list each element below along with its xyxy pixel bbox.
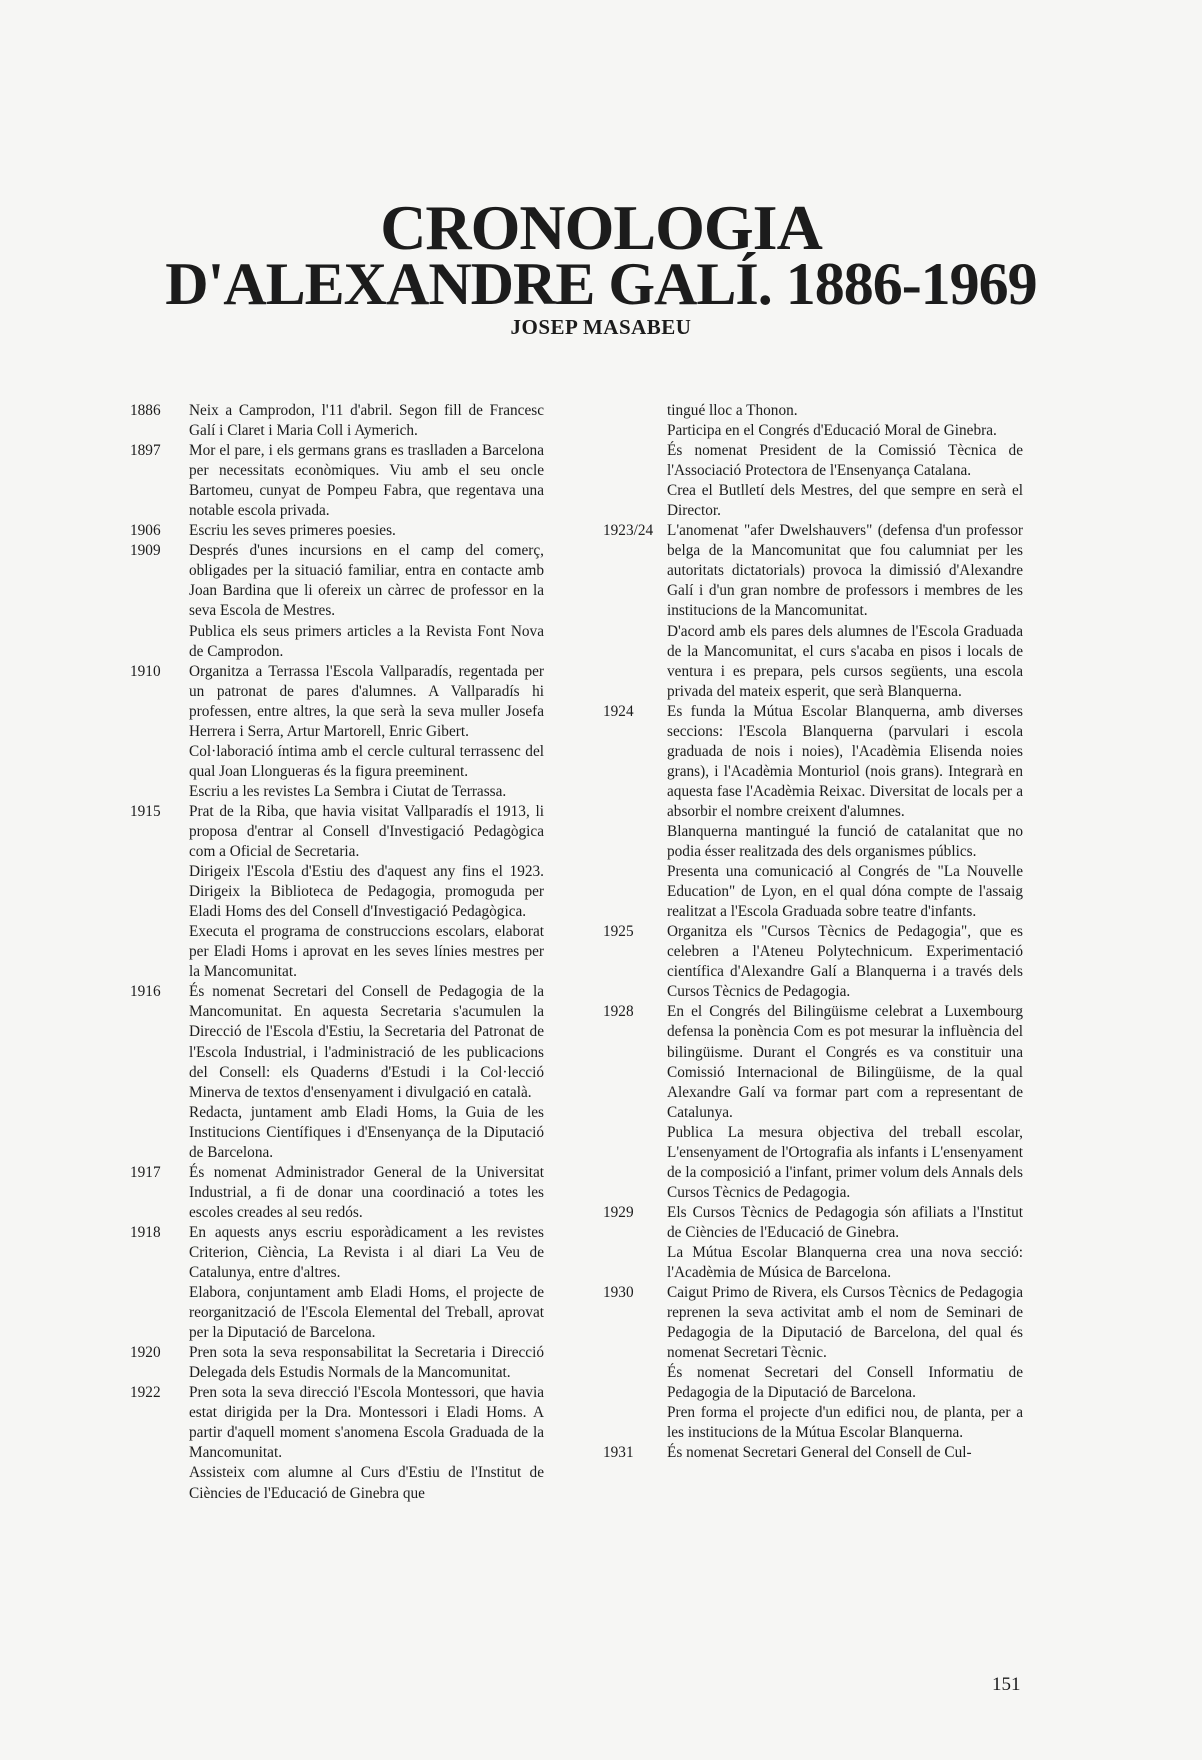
continuation-paragraph: És nomenat President de la Comissió Tècnica de l'Associació Protectora de l'Ensenyança Catalana. [667,442,1023,480]
entry-year: 1931 [603,1444,634,1462]
entry-text [189,662,544,802]
chronology-entry [603,521,1023,701]
entry-paragraph: Executa el programa de construccions escolars, elaborat per Eladi Homs i aprovat en les seves línies mestres per la Mancomunitat. [189,923,544,981]
entry-paragraph: Els Cursos Tècnics de Pedagogia són afiliats a l'Institut de Ciències de l'Educació de Ginebra. [667,1203,1023,1241]
entry-year: 1922 [130,1384,161,1402]
entry-paragraph: D'acord amb els pares dels alumnes de l'Escola Graduada de la Mancomunitat, el curs s'acaba en pisos i locals de ventura i es prepara, pels cursos següents, una escola privada del mateix esperit, que serà Blanquerna. [667,622,1023,700]
entry-year: 1915 [130,802,161,820]
entry-text [667,521,1023,701]
entry-year: 1916 [130,983,161,1001]
entry-text [667,702,1023,923]
chronology-entry [130,1343,544,1383]
continuation-paragraph: Participa en el Congrés d'Educació Moral de Ginebra. [667,422,997,440]
chronology-entry [130,802,544,982]
chronology-right-column [603,401,1023,1463]
entry-year: 1918 [130,1223,161,1241]
entry-text [189,1383,544,1503]
continuation-paragraph: tingué lloc a Thonon. [667,402,798,419]
entry-paragraph: Mor el pare, i els germans grans es traslladen a Barcelona per necessitats econòmiques. Viu amb el seu oncle Bartomeu, cunyat de Pompeu Fabra, que regentava una notable escola privada. [189,442,544,520]
chronology-entry [130,1223,544,1343]
entry-text [189,982,544,1162]
chronology-entry [603,1283,1023,1443]
chronology-entry [603,702,1023,923]
page-title-line1: CRONOLOGIA [380,192,822,263]
chronology-entry [130,541,544,661]
entry-paragraph: Elabora, conjuntament amb Eladi Homs, el projecte de reorganització de l'Escola Elemental del Treball, aprovat per la Diputació de Barcelona. [189,1284,544,1342]
entry-text [189,1163,544,1223]
entry-paragraph: Neix a Camprodon, l'11 d'abril. Segon fill de Francesc Galí i Claret i Maria Coll i Aymerich. [189,402,544,440]
author-name: JOSEP MASABEU [510,315,692,339]
chronology-entry [130,1383,544,1503]
entry-paragraph: En el Congrés del Bilingüisme celebrat a Luxembourg defensa la ponència Com es pot mesurar la influència del bilingüisme. Durant el Congrés es va constituir una Comissió Internacional de Bilingüisme, de la qual Alexandre Galí va formar part com a representant de Catalunya. [667,1003,1023,1121]
entry-paragraph: La Mútua Escolar Blanquerna crea una nova secció: l'Acadèmia de Música de Barcelona. [667,1243,1023,1282]
entry-year: 1925 [603,923,634,941]
entry-paragraph: Després d'unes incursions en el camp del comerç, obligades per la situació familiar, entra en contacte amb Joan Bardina que li ofereix un càrrec de professor en la seva Escola de Mestres. [189,542,544,620]
entry-year: 1929 [603,1203,634,1221]
entry-paragraph: Presenta una comunicació al Congrés de "La Nouvelle Education" de Lyon, en el qual dóna compte de l'assaig realitzat a l'Escola Graduada sobre teatre d'infants. [667,863,1023,921]
page-title-line2: D'ALEXANDRE GALÍ. 1886-1969 [165,251,1037,317]
entry-text [667,1203,1023,1283]
entry-year: 1909 [130,542,161,560]
entry-year: 1906 [130,522,161,540]
entry-paragraph: Assisteix com alumne al Curs d'Estiu de l'Institut de Ciències de l'Educació de Ginebra que [189,1464,544,1502]
entry-paragraph: Escriu a les revistes La Sembra i Ciutat de Terrassa. [189,782,507,800]
entry-year: 1910 [130,662,161,680]
entry-year: 1920 [130,1344,161,1362]
entry-paragraph: Escriu les seves primeres poesies. [189,522,396,540]
entry-text [189,1343,544,1383]
chronology-entry [130,662,544,802]
entry-paragraph: Caigut Primo de Rivera, els Cursos Tècnics de Pedagogia reprenen la seva activitat amb el nom de Seminari de Pedagogia de la Diputació de Barcelona, del qual és nomenat Secretari Tècnic. [667,1284,1023,1362]
entry-paragraph: Blanquerna mantingué la funció de catalanitat que no podia ésser realitzada des dels organismes públics. [667,822,1023,861]
entry-year: 1917 [130,1163,161,1181]
chronology-entry [130,441,544,521]
chronology-entry [603,1203,1023,1283]
entry-text [189,521,544,541]
entry-paragraph: És nomenat Secretari del Consell de Pedagogia de la Mancomunitat. En aquesta Secretaria s'acumulen la Direcció de l'Escola d'Estiu, la Secretaria del Patronat de l'Escola Industrial, i l'administració de les publicacions del Consell: els Quaderns d'Estudi i la Col·lecció Minerva de textos d'ensenyament i divulgació en català. [189,983,544,1101]
entry-paragraph: És nomenat Administrador General de la Universitat Industrial, a fi de donar una coordinació a totes les escoles creades al seu redós. [189,1163,544,1221]
entry-paragraph: És nomenat Secretari del Consell Informatiu de Pedagogia de la Diputació de Barcelona. [667,1364,1023,1402]
entry-text [189,541,544,661]
entry-paragraph: En aquests anys escriu esporàdicament a les revistes Criterion, Ciència, La Revista i al diari La Veu de Catalunya, entre d'altres. [189,1223,544,1282]
entry-paragraph: L'anomenat "afer Dwelshauvers" (defensa d'un professor belga de la Mancomunitat que fou calumniat per les autoritats dictatorials) provoca la dimissió d'Alexandre Galí i d'un gran nombre de professors i membres de les institucions de la Mancomunitat. [667,522,1023,620]
entry-paragraph: Prat de la Riba, que havia visitat Vallparadís el 1913, li proposa d'entrar al Consell d'Investigació Pedagògica com a Oficial de Secretaria. [189,802,544,861]
entry-paragraph: Organitza els "Cursos Tècnics de Pedagogia", que es celebren a l'Ateneu Polytechnicum. Experimentació científica d'Alexandre Galí a Blanquerna i a través dels Cursos Tècnics de Pedagogia. [667,923,1023,1001]
chronology-entry [603,1002,1023,1202]
entry-text [667,922,1023,1002]
entry-text [189,401,544,441]
page-number: 151 [992,1674,1021,1695]
entry-text [667,1002,1023,1202]
entry-paragraph: Publica La mesura objectiva del treball escolar, L'ensenyament de l'Ortografia als infants i L'ensenyament de la composició a l'infant, primer volum dels Annals dels Cursos Tècnics de Pedagogia. [667,1123,1023,1201]
entry-paragraph: Dirigeix l'Escola d'Estiu des d'aquest any fins el 1923. Dirigeix la Biblioteca de Pedagogia, promoguda per Eladi Homs des del Consell d'Investigació Pedagògica. [189,863,544,921]
entry-paragraph: Pren forma el projecte d'un edifici nou, de planta, per a les institucions de la Mútua Escolar Blanquerna. [667,1404,1023,1442]
entry-paragraph: Pren sota la seva direcció l'Escola Montessori, que havia estat dirigida per la Dra. Montessori i Eladi Homs. A partir d'aquell moment s'anomena Escola Graduada de la Mancomunitat. [189,1384,544,1462]
entry-year: 1930 [603,1284,634,1302]
entry-paragraph: És nomenat Secretari General del Consell de Cul- [667,1444,972,1462]
entry-text [189,441,544,521]
entry-text [189,802,544,982]
chronology-entry [130,1163,544,1223]
entry-year: 1928 [603,1003,634,1021]
entry-year: 1924 [603,702,634,720]
chronology-entry [130,982,544,1162]
entry-year: 1897 [130,442,161,460]
entry-paragraph: Publica els seus primers articles a la Revista Font Nova de Camprodon. [189,622,544,660]
entry-paragraph: Organitza a Terrassa l'Escola Vallparadís, regentada per un patronat de pares d'alumnes. A Vallparadís hi professen, entre altres, la que serà la seva muller Josefa Herrera i Serra, Artur Martorell, Enric Gibert. [189,662,544,740]
entry-text [189,1223,544,1343]
chronology-entry [130,401,544,441]
chronology-left-column [130,401,544,1504]
entry-paragraph: Redacta, juntament amb Eladi Homs, la Guia de les Institucions Científiques i d'Ensenyança de la Diputació de Barcelona. [189,1103,544,1161]
chronology-entry [603,922,1023,1002]
continuation-block [603,401,1023,521]
chronology-entry [603,1443,1023,1463]
chronology-entry [130,521,544,541]
entry-year: 1886 [130,402,161,419]
entry-paragraph: Col·laboració íntima amb el cercle cultural terrassenc del qual Joan Llongueras és la figura preeminent. [189,742,544,780]
entry-text [667,1283,1023,1443]
continuation-paragraph: Crea el Butlletí dels Mestres, del que sempre en serà el Director. [667,482,1023,520]
entry-paragraph: Es funda la Mútua Escolar Blanquerna, amb diverses seccions: l'Escola Blanquerna (parvulari i escola graduada de nois i noies), l'Acadèmia Elisenda noies grans), i l'Acadèmia Monturiol (nois grans). Integrarà en aquesta fase l'Acadèmia Reixac. Diversitat de locals per a absorbir el nombre creixent d'alumnes. [667,702,1023,820]
entry-text [667,1443,1023,1463]
entry-paragraph: Pren sota la seva responsabilitat la Secretaria i Direcció Delegada dels Estudis Normals de la Mancomunitat. [189,1344,544,1382]
entry-year: 1923/24 [603,522,654,540]
